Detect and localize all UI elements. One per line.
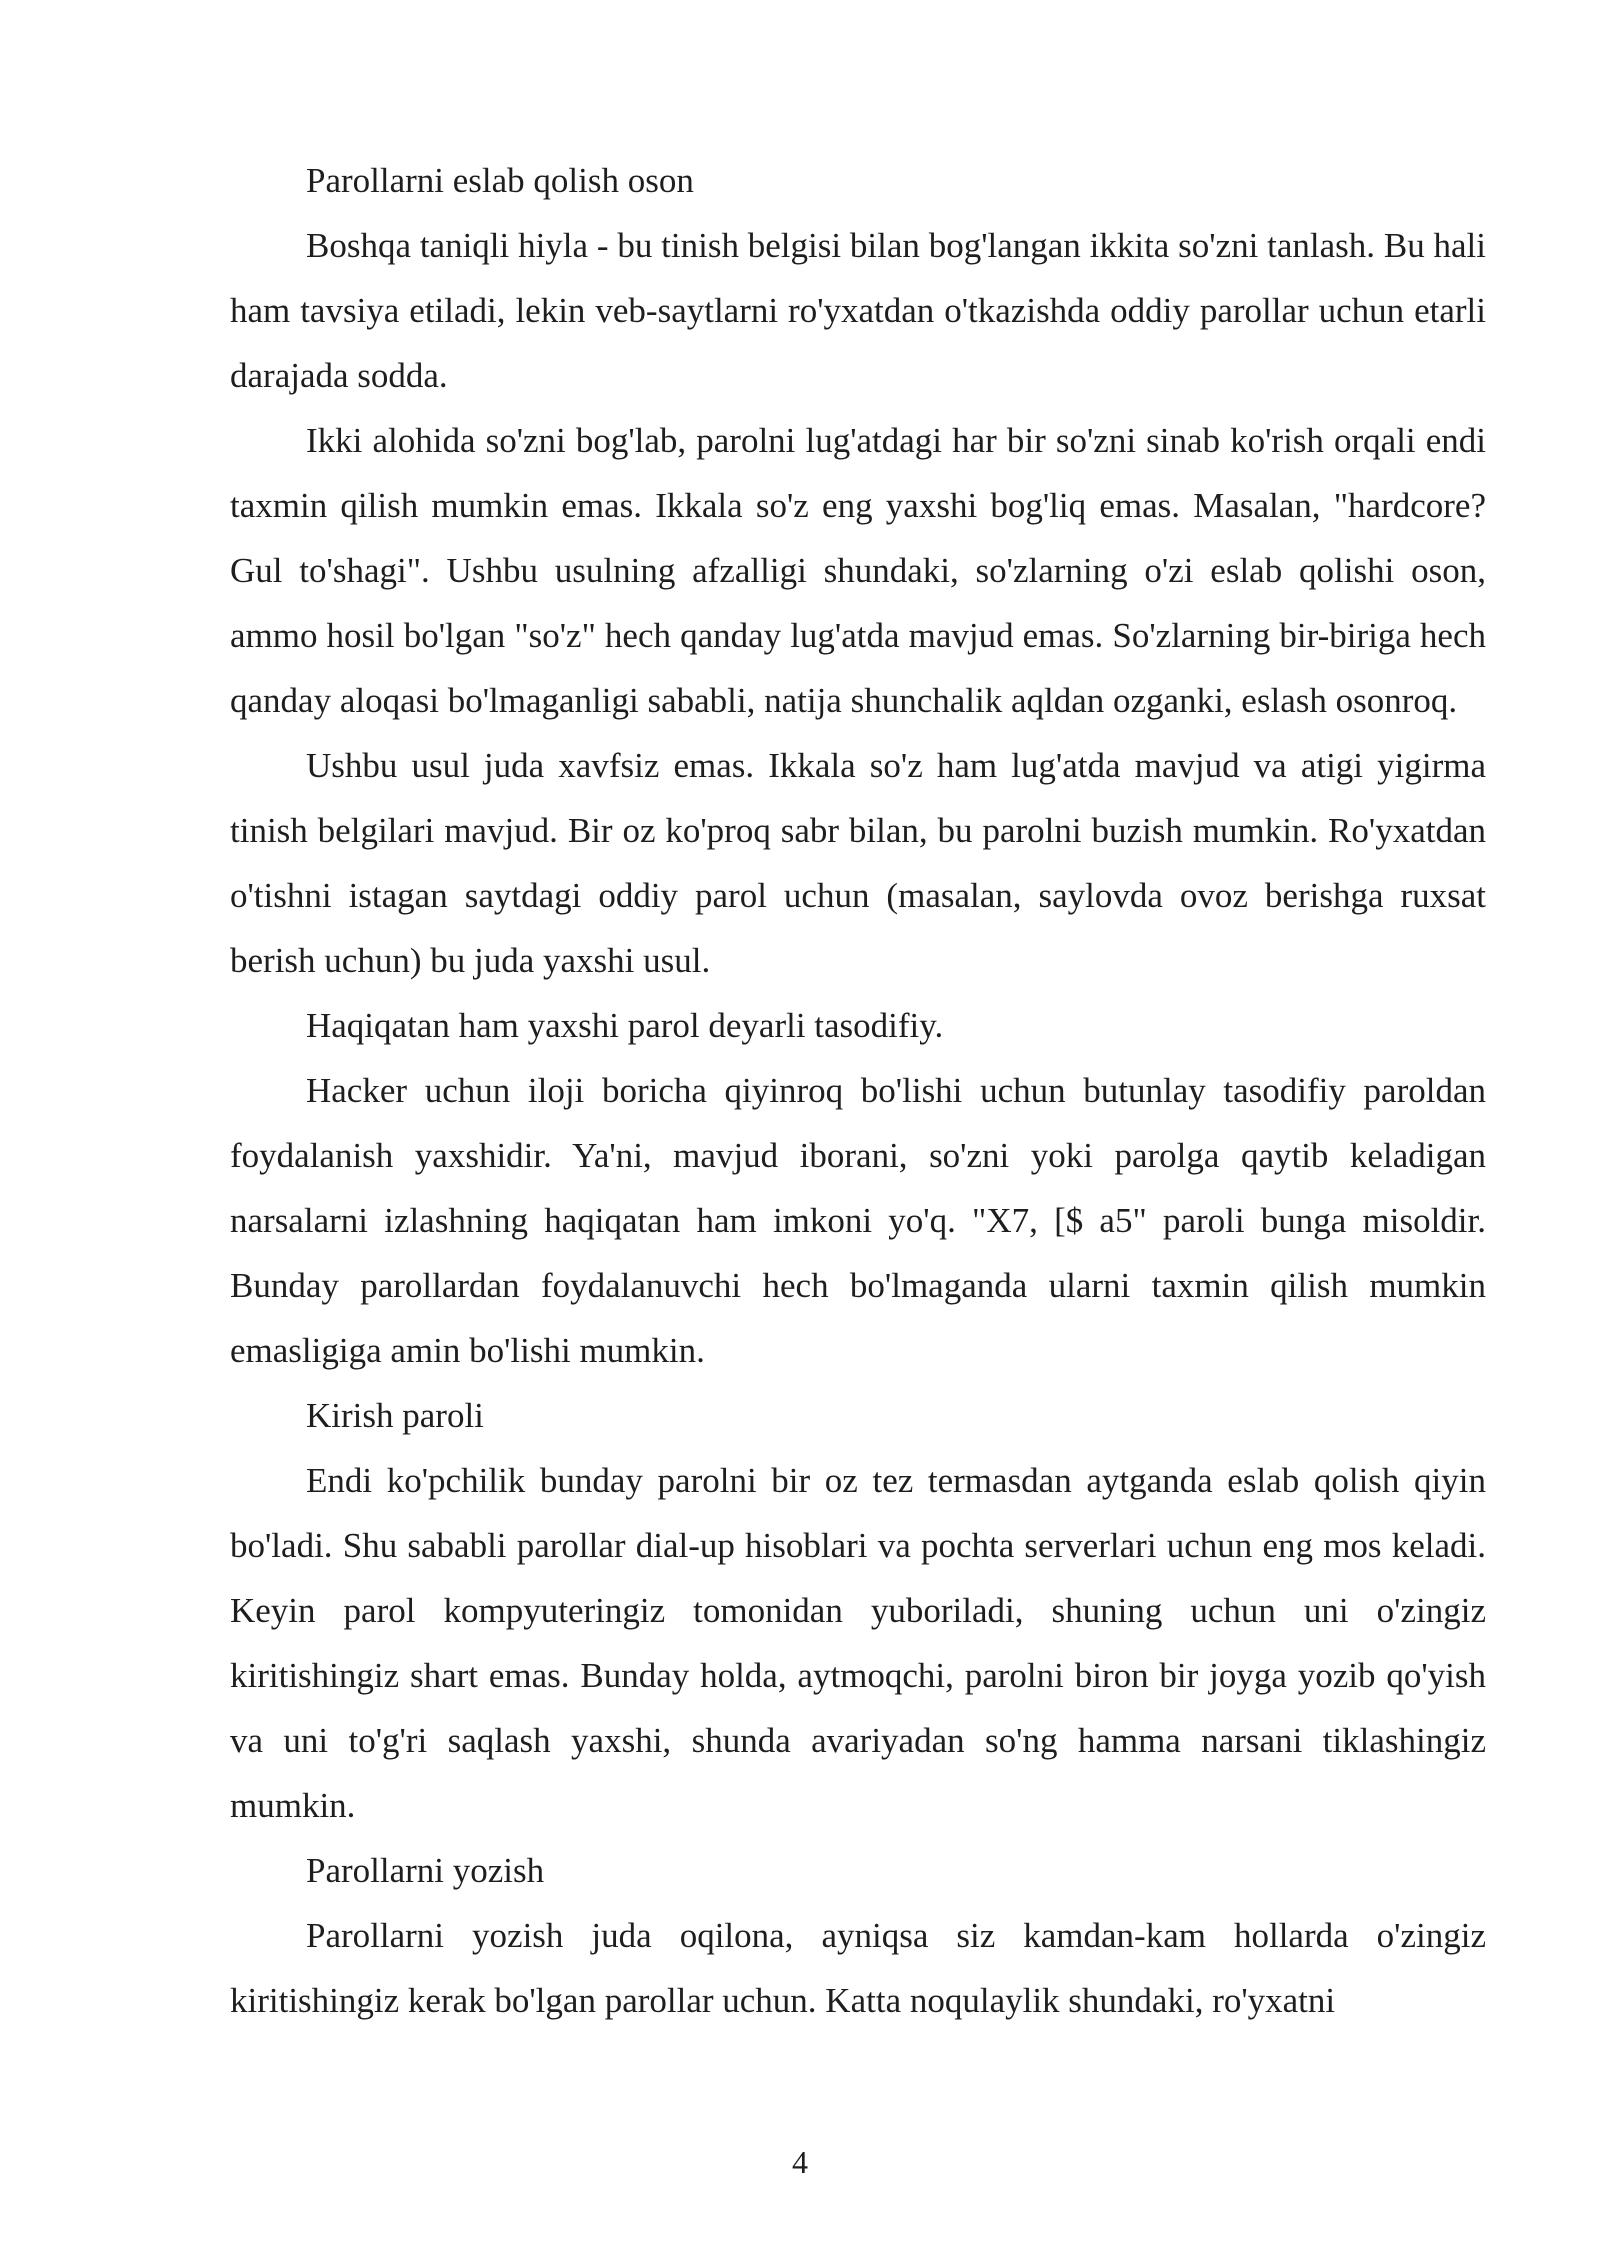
section-heading: Parollarni yozish	[306, 1851, 545, 1890]
body-paragraph: Parollarni yozish juda oqilona, ayniqsa siz kamdan-kam hollarda o'zingiz kiritishingiz kerak bo'lgan parollar uchun. Katta noqulaylik shundaki, ro'yxatni	[230, 1916, 1486, 2020]
section-heading: Kirish paroli	[306, 1396, 484, 1435]
body-paragraph: Ushbu usul juda xavfsiz emas. Ikkala so'z ham lug'atda mavjud va atigi yigirma tinish belgilari mavjud. Bir oz ko'proq sabr bilan, bu parolni buzish mumkin. Ro'yxatdan o'tishni istagan saytdagi oddiy parol uchun (masalan, saylovda ovoz berishga ruxsat berish uchun) bu juda yaxshi usul.	[230, 746, 1486, 980]
body-paragraph: Boshqa taniqli hiyla - bu tinish belgisi bilan bog'langan ikkita so'zni tanlash. Bu hali ham tavsiya etiladi, lekin veb-saytlarni ro'yxatdan o'tkazishda oddiy parollar uchun etarli darajada sodda.	[230, 226, 1486, 395]
page-number: 4	[792, 2144, 808, 2180]
page-body	[230, 148, 1486, 2033]
body-paragraph: Endi ko'pchilik bunday parolni bir oz tez termasdan aytganda eslab qolish qiyin bo'ladi. Shu sababli parollar dial-up hisoblari va pochta serverlari uchun eng mos keladi. Keyin parol kompyuteringiz tomonidan yuboriladi, shuning uchun uni o'zingiz kiritishingiz shart emas. Bunday holda, aytmoqchi, parolni biron bir joyga yozib qo'yish va uni to'g'ri saqlash yaxshi, shunda avariyadan so'ng hamma narsani tiklashingiz mumkin.	[230, 1461, 1486, 1825]
section-heading: Haqiqatan ham yaxshi parol deyarli tasodifiy.	[306, 1006, 944, 1045]
body-paragraph: Hacker uchun iloji boricha qiyinroq bo'lishi uchun butunlay tasodifiy paroldan foydalanish yaxshidir. Ya'ni, mavjud iborani, so'zni yoki parolga qaytib keladigan narsalarni izlashning haqiqatan ham imkoni yo'q. "X7, [$ a5" paroli bunga misoldir. Bunday parollardan foydalanuvchi hech bo'lmaganda ularni taxmin qilish mumkin emasligiga amin bo'lishi mumkin.	[230, 1071, 1486, 1370]
body-paragraph: Ikki alohida so'zni bog'lab, parolni lug'atdagi har bir so'zni sinab ko'rish orqali endi taxmin qilish mumkin emas. Ikkala so'z eng yaxshi bog'liq emas. Masalan, "hardcore? Gul to'shagi". Ushbu usulning afzalligi shundaki, so'zlarning o'zi eslab qolishi oson, ammo hosil bo'lgan "so'z" hech qanday lug'atda mavjud emas. So'zlarning bir-biriga hech qanday aloqasi bo'lmaganligi sababli, natija shunchalik aqldan ozganki, eslash osonroq.	[230, 421, 1486, 720]
section-heading: Parollarni eslab qolish oson	[306, 161, 694, 200]
